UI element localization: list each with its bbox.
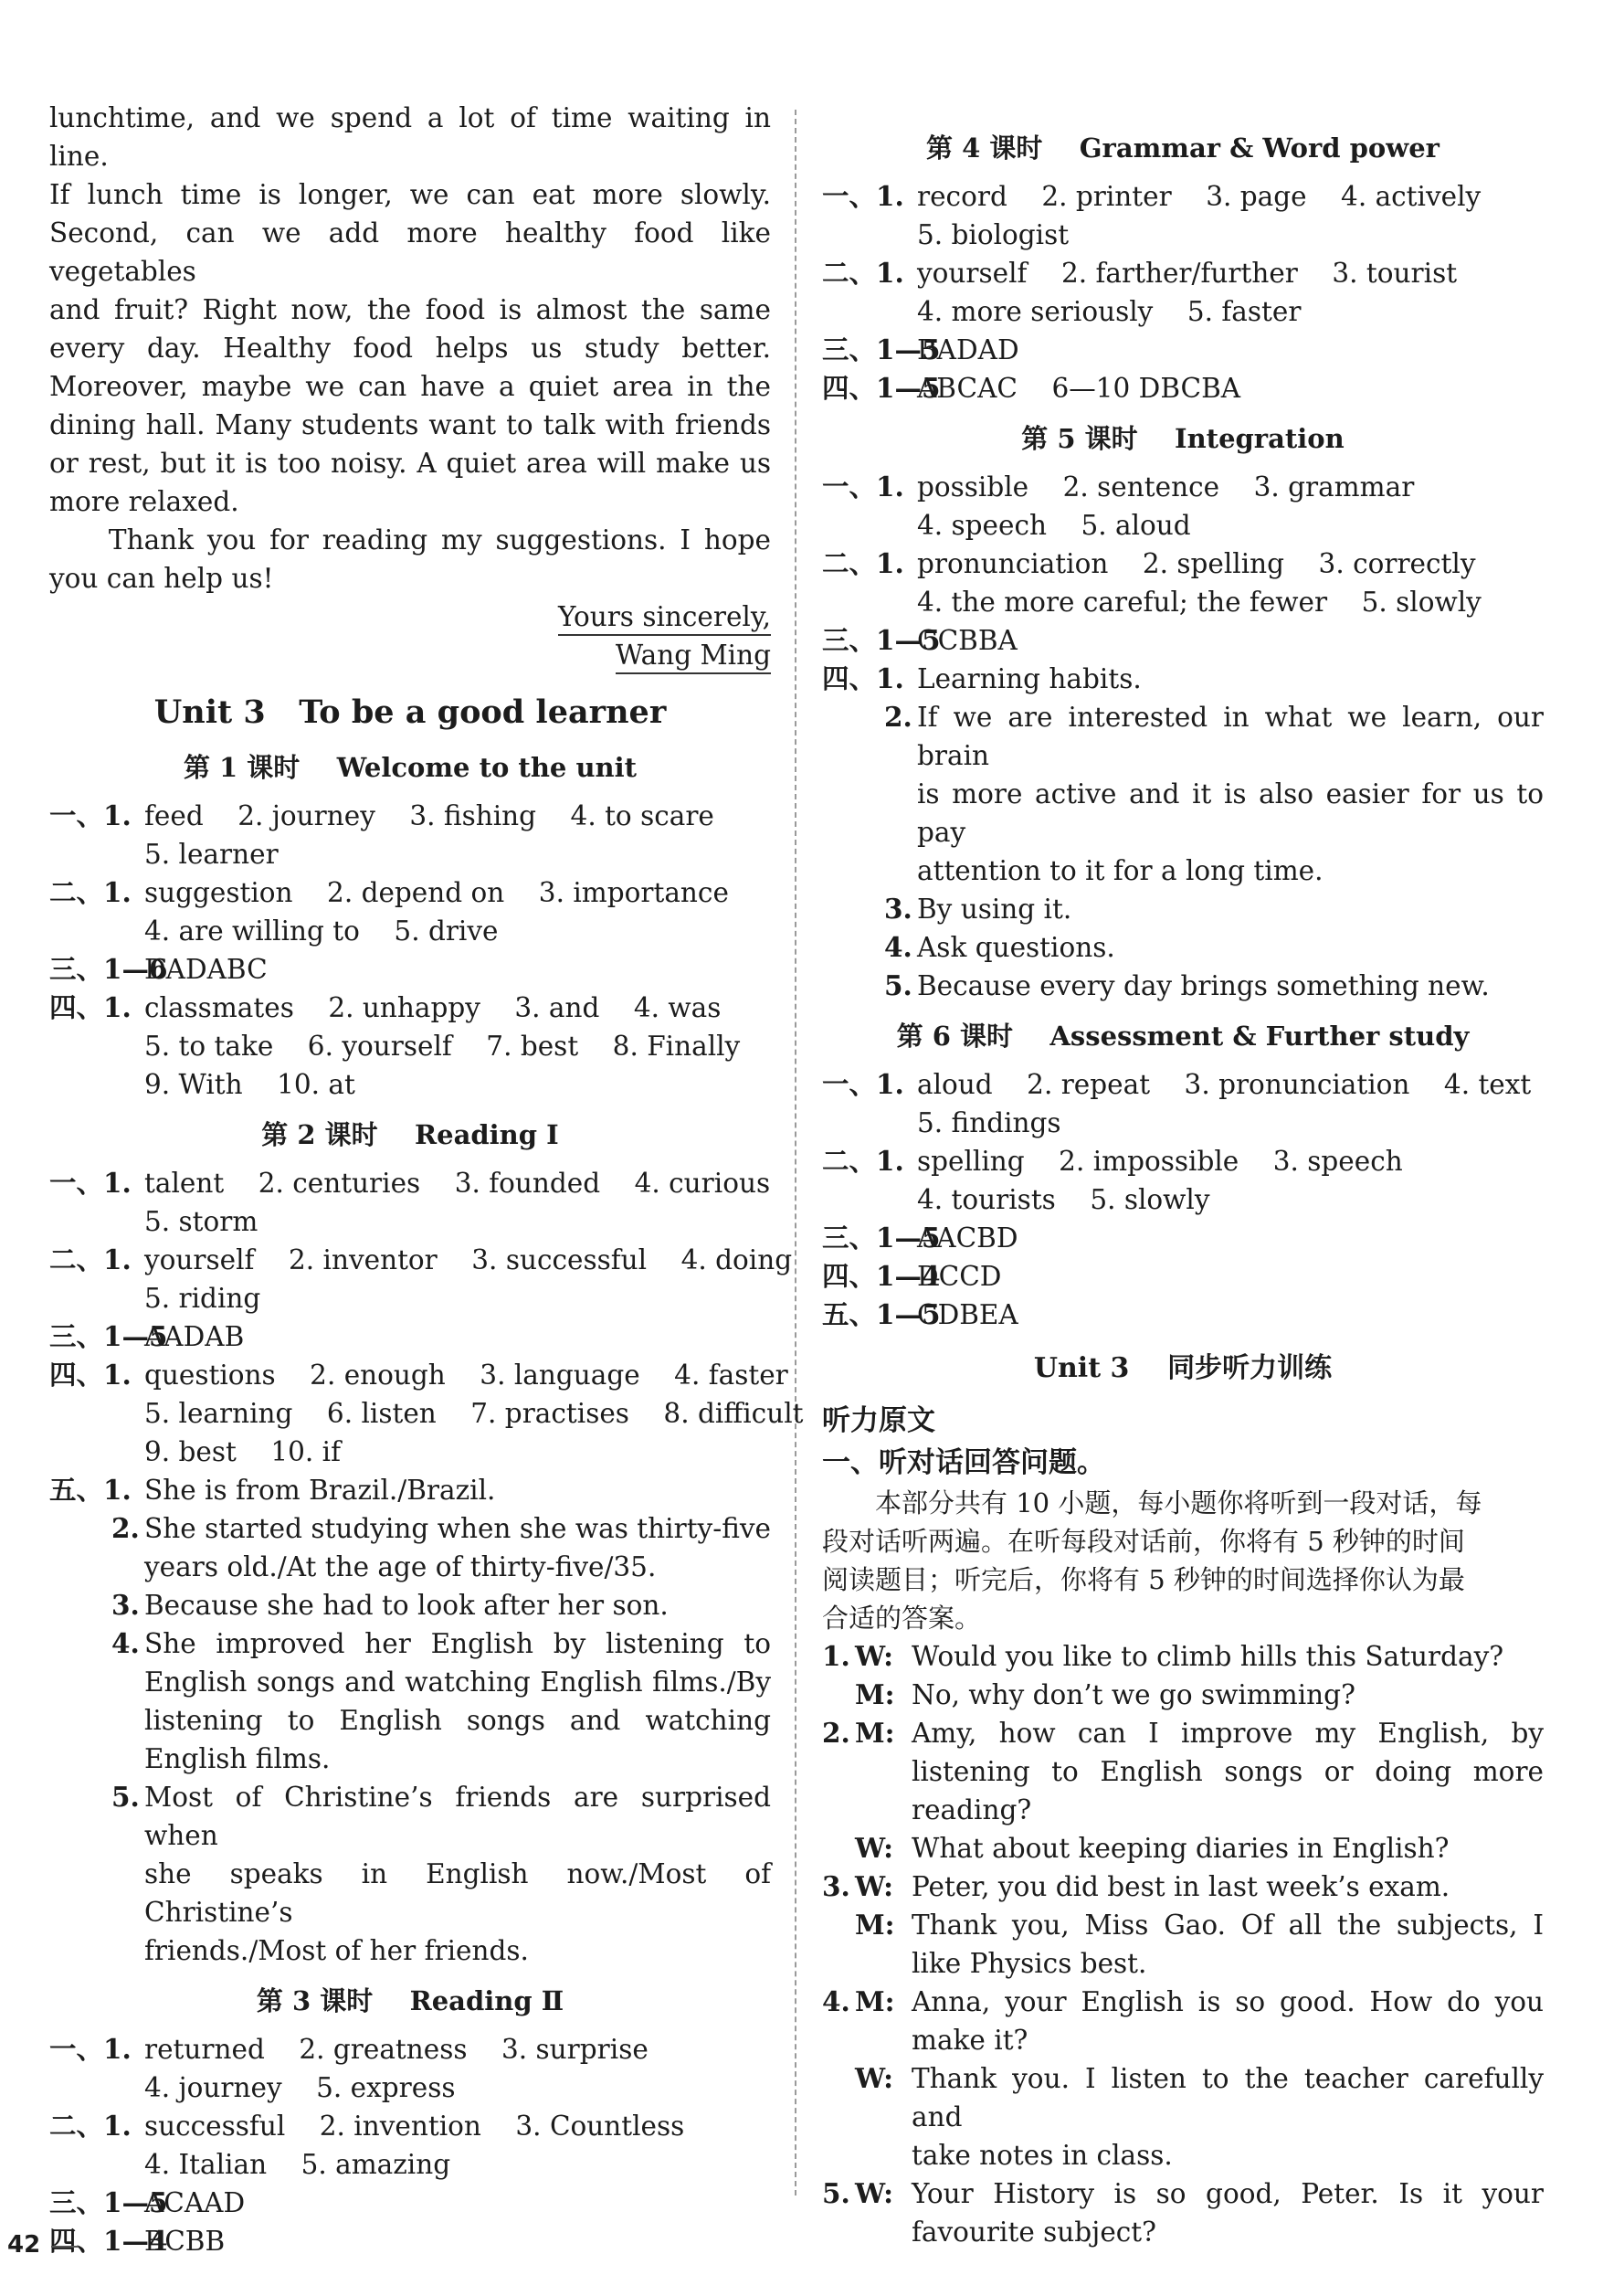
dialogue-cont: listening to English songs or doing more (912, 1756, 1544, 1787)
answer-row: 五、1. She is from Brazil./Brazil. (49, 1474, 496, 1506)
letter-line: more relaxed. (49, 486, 239, 517)
answer-row: 4. more seriously 5. faster (917, 296, 1302, 327)
lesson3-answers (49, 2030, 771, 2260)
answer-row: 四、1—4 BCBB (49, 2225, 226, 2257)
sub-answer: 4. Ask questions. (884, 931, 1115, 963)
answer-row: 5. learning 6. listen 7. practises 8. difficult (144, 1398, 804, 1429)
answer-row: 二、1. yourself 2. farther/further 3. tourist (822, 257, 1458, 289)
answer-row: 4. the more careful; the fewer 5. slowly (917, 587, 1482, 618)
answer-row: 三、1—5 AACBD (822, 1222, 1018, 1254)
sub-answer-cont: English songs and watching English films./By (144, 1666, 771, 1698)
left-column (49, 99, 804, 2260)
lesson-title: 第 2 课时 Reading Ⅰ (261, 1119, 559, 1150)
answer-row: 4. journey 5. express (144, 2072, 456, 2103)
answer-row: 一、1. record 2. printer 3. page 4. actively (822, 180, 1482, 212)
lesson2-answers (49, 1164, 804, 1970)
answer-row: 5. learner (144, 839, 279, 870)
dialogue-cont: like Physics best. (912, 1948, 1147, 1979)
answer-row: 三、1—5 BADAD (822, 333, 1019, 365)
answer-row: 二、1. yourself 2. inventor 3. successful 4. doing (49, 1243, 793, 1275)
answer-row: 4. tourists 5. slowly (917, 1184, 1210, 1215)
dialogue-cont: favourite subject? (912, 2217, 1156, 2248)
dialogue-line: W: Thank you. I listen to the teacher carefully and (855, 2062, 1544, 2132)
sub-answer: 4. She improved her English by listening to (111, 1627, 771, 1659)
dialogue-line: 1. W: Would you like to climb hills this Saturday? (822, 1640, 1504, 1672)
answer-row: 四、1. questions 2. enough 3. language 4. faster (49, 1359, 788, 1391)
answer-row: 一、1. feed 2. journey 3. fishing 4. to scare (49, 799, 714, 831)
answer-row: 9. With 10. at (144, 1069, 355, 1100)
dialogue-line: W: What about keeping diaries in English? (855, 1832, 1450, 1864)
sub-answer-cont: listening to English songs and watching (144, 1705, 771, 1736)
lesson-title: 第 4 课时 Grammar & Word power (926, 132, 1440, 164)
lesson-title: 第 3 课时 Reading Ⅱ (256, 1985, 564, 2016)
sub-answer: 3. By using it. (884, 893, 1072, 925)
letter-line: If lunch time is longer, we can eat more slowly. (49, 179, 771, 210)
answer-row: 二、1. spelling 2. impossible 3. speech (822, 1145, 1403, 1177)
page-number-rule (51, 2246, 79, 2248)
answer-row: 4. speech 5. aloud (917, 510, 1191, 541)
listening-part1-heading: 一、听对话回答问题。 (822, 1446, 1105, 1479)
listening-title: Unit 3 同步听力训练 (1033, 1352, 1333, 1384)
letter-signature: Wang Ming (49, 636, 771, 674)
answer-row: 五、1—5 CDBEA (822, 1298, 1018, 1330)
column-divider (795, 110, 796, 2195)
letter-line: every day. Healthy food helps us study better. (49, 333, 771, 364)
answer-row: 一、1. returned 2. greatness 3. surprise (49, 2033, 649, 2065)
answer-row: 一、1. aloud 2. repeat 3. pronunciation 4. text (822, 1068, 1532, 1100)
answer-row: 4. Italian 5. amazing (144, 2149, 451, 2180)
answer-row: 9. best 10. if (144, 1436, 342, 1467)
letter-line: dining hall. Many students want to talk with friends (49, 409, 771, 440)
answer-row: 四、1—4 DCCD (822, 1260, 1002, 1292)
answer-row: 四、1. Learning habits. (822, 662, 1142, 694)
lesson6-answers (822, 1065, 1544, 1334)
answer-row: 4. are willing to 5. drive (144, 915, 499, 947)
dialogue-cont: reading? (912, 1794, 1032, 1825)
page-number: 42 (7, 2231, 41, 2259)
dialogue-line: 5. W: Your History is so good, Peter. Is it your (822, 2177, 1544, 2209)
letter-line: Second, can we add more healthy food like vegetables (49, 217, 771, 287)
answer-row: 5. riding (144, 1283, 261, 1314)
letter-line: Moreover, maybe we can have a quiet area in the (49, 371, 771, 402)
lesson5-answers (822, 468, 1544, 1005)
letter-body (49, 99, 771, 674)
unit-title: Unit 3 To be a good learner (153, 693, 667, 731)
answer-row: 三、1—5 ACAAD (49, 2186, 246, 2218)
dialogue-line: 4. M: Anna, your English is so good. How do you (822, 1985, 1544, 2017)
lesson-title: 第 1 课时 Welcome to the unit (183, 752, 638, 783)
answer-row: 一、1. talent 2. centuries 3. founded 4. curious (49, 1167, 771, 1199)
letter-line: lunchtime, and we spend a lot of time waiting in line. (49, 102, 771, 172)
lesson1-answers (49, 797, 771, 1104)
right-column (822, 128, 1544, 2251)
answer-row: 四、1—5 ABCAC 6—10 DBCBA (822, 372, 1241, 404)
dialogue-line: M: Thank you, Miss Gao. Of all the subjects, I (855, 1909, 1544, 1941)
letter-signoff: Yours sincerely, (49, 598, 771, 636)
sub-answer-cont: she speaks in English now./Most of Christine’s (144, 1858, 771, 1928)
answer-row: 5. biologist (917, 219, 1070, 250)
lesson-title: 第 5 课时 Integration (1021, 423, 1345, 454)
dialogue-line: M: No, why don’t we go swimming? (855, 1678, 1355, 1710)
letter-closing: Thank you for reading my suggestions. I hope (108, 524, 771, 555)
dialogue-line: 3. W: Peter, you did best in last week’s exam. (822, 1870, 1450, 1902)
listening-heading: 听力原文 (822, 1404, 935, 1437)
dialogue-line: 2. M: Amy, how can I improve my English, by (822, 1717, 1544, 1749)
answer-row: 四、1. classmates 2. unhappy 3. and 4. was (49, 991, 722, 1023)
answer-row: 三、1—5 AADAB (49, 1320, 245, 1352)
lesson4-answers (822, 177, 1544, 407)
letter-closing: you can help us! (49, 563, 274, 594)
listening-instructions: 本部分共有 10 小题，每小题你将听到一段对话，每 段对话听两遍。在听每段对话前，你将有 5 秒钟的时间 阅读题目；听完后，你将有 5 秒钟的时间选择你认为最 合适的答案。 (822, 1487, 1482, 1634)
sub-answer: 3. Because she had to look after her son. (111, 1589, 669, 1621)
answer-row: 二、1. suggestion 2. depend on 3. importance (49, 876, 729, 908)
sub-answer: 2. She started studying when she was thirty-five (111, 1512, 771, 1544)
dialogue-cont: take notes in class. (912, 2140, 1173, 2171)
dialogue-cont: make it? (912, 2025, 1028, 2056)
letter-line: and fruit? Right now, the food is almost the same (49, 294, 771, 325)
sub-answer: 2. If we are interested in what we learn, our brain (884, 701, 1544, 771)
sub-answer-cont: English films. (144, 1743, 331, 1774)
sub-answer: 5. Because every day brings something new. (884, 969, 1490, 1001)
answer-row: 5. to take 6. yourself 7. best 8. Finally (144, 1031, 741, 1062)
sub-answer-cont: years old./At the age of thirty-five/35. (144, 1551, 657, 1582)
sub-answer-cont: attention to it for a long time. (917, 855, 1324, 886)
answer-row: 二、1. pronunciation 2. spelling 3. correctly (822, 547, 1476, 579)
answer-row: 5. findings (917, 1107, 1061, 1138)
answer-row: 三、1—6 DADABC (49, 953, 268, 985)
answer-row: 一、1. possible 2. sentence 3. grammar (822, 471, 1415, 503)
answer-row: 5. storm (144, 1206, 258, 1237)
dialogue-list (822, 1637, 1544, 2251)
sub-answer-cont: is more active and it is also easier for us to pay (917, 778, 1544, 848)
sub-answer: 5. Most of Christine’s friends are surprised when (111, 1781, 771, 1851)
sub-answer-cont: friends./Most of her friends. (144, 1935, 529, 1966)
answer-row: 三、1—5 CCBBA (822, 624, 1018, 656)
letter-line: or rest, but it is too noisy. A quiet area will make us (49, 448, 771, 479)
lesson-title: 第 6 课时 Assessment & Further study (896, 1021, 1470, 1052)
answer-row: 二、1. successful 2. invention 3. Countless (49, 2110, 685, 2142)
